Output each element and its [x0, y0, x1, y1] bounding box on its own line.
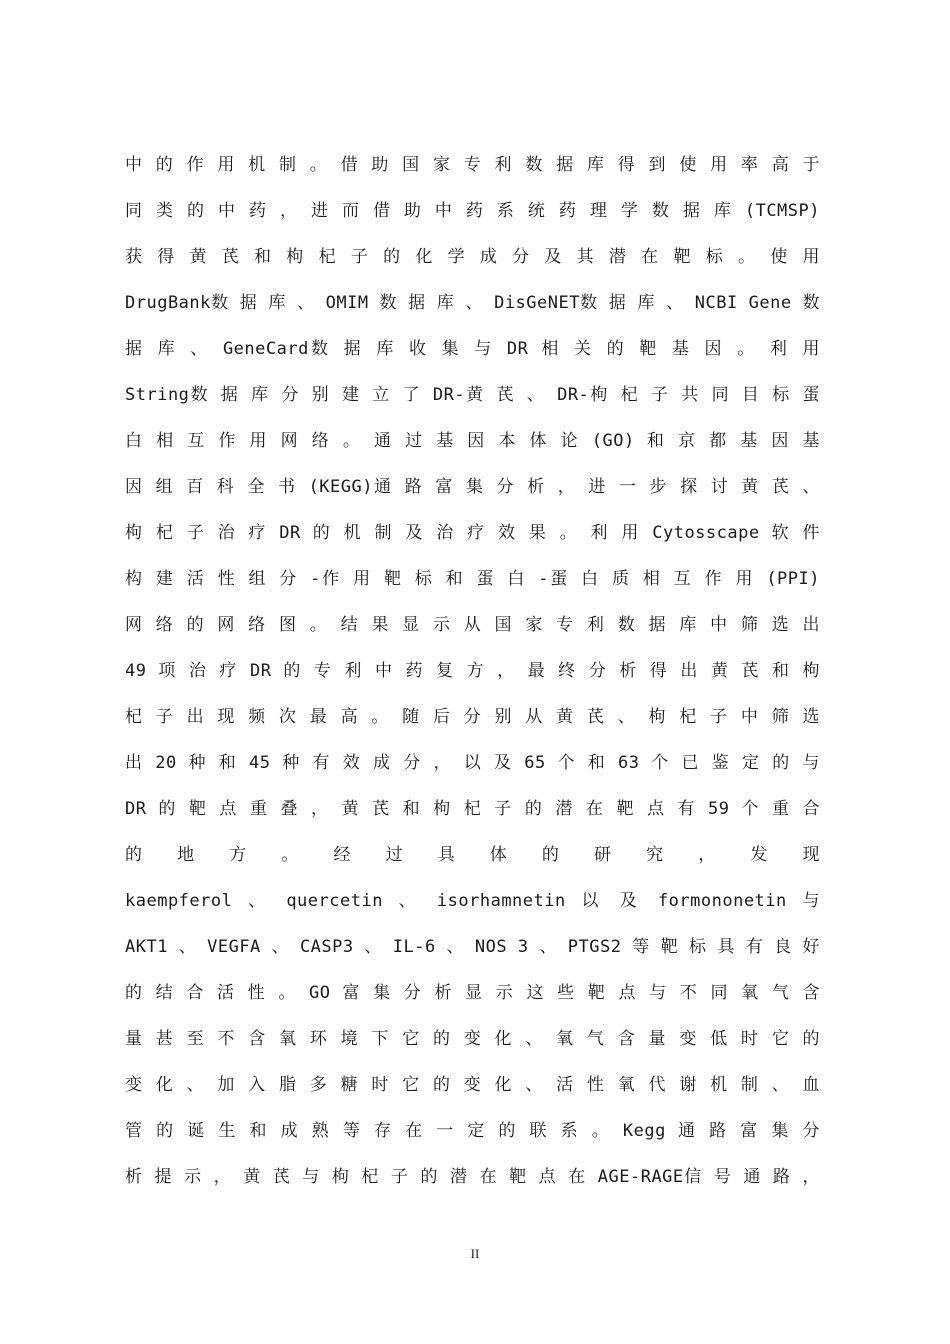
- text-line: 获 得 黄 芪 和 枸 杞 子 的 化 学 成 分 及 其 潜 在 靶 标 。 使 用: [125, 247, 820, 267]
- text-line: DR 的 靶 点 重 叠 ， 黄 芪 和 枸 杞 子 的 潜 在 靶 点 有 59 个 重 合: [125, 799, 820, 819]
- text-line: 构 建 活 性 组 分 -作 用 靶 标 和 蛋 白 -蛋 白 质 相 互 作 用 (PPI): [125, 569, 820, 589]
- text-line: AKT1 、 VEGFA 、 CASP3 、 IL-6 、 NOS 3 、 PTGS2 等 靶 标 具 有 良 好: [125, 937, 820, 957]
- text-line: 枸 杞 子 治 疗 DR 的 机 制 及 治 疗 效 果 。 利 用 Cytosscape 软 件: [125, 523, 820, 543]
- text-line: 杞 子 出 现 频 次 最 高 。 随 后 分 别 从 黄 芪 、 枸 杞 子 中 筛 选: [125, 707, 820, 727]
- text-line: 中 的 作 用 机 制 。 借 助 国 家 专 利 数 据 库 得 到 使 用 率 高 于: [125, 155, 820, 175]
- text-line: DrugBank数 据 库 、 OMIM 数 据 库 、 DisGeNET数 据 库 、 NCBI Gene 数: [125, 293, 820, 313]
- text-line: 49 项 治 疗 DR 的 专 利 中 药 复 方 ， 最 终 分 析 得 出 黄 芪 和 枸: [125, 661, 820, 681]
- text-line: String数 据 库 分 别 建 立 了 DR-黄 芪 、 DR-枸 杞 子 共 同 目 标 蛋: [125, 385, 820, 405]
- text-line: 白 相 互 作 用 网 络 。 通 过 基 因 本 体 论 (GO) 和 京 都 基 因 基: [125, 431, 820, 451]
- text-line: 出 20 种 和 45 种 有 效 成 分 ， 以 及 65 个 和 63 个 已 鉴 定 的 与: [125, 753, 820, 773]
- text-line: 同 类 的 中 药 ， 进 而 借 助 中 药 系 统 药 理 学 数 据 库 (TCMSP): [125, 201, 820, 221]
- text-line: 的 结 合 活 性 。 GO 富 集 分 析 显 示 这 些 靶 点 与 不 同 氧 气 含: [125, 983, 820, 1003]
- text-line: 网 络 的 网 络 图 。 结 果 显 示 从 国 家 专 利 数 据 库 中 筛 选 出: [125, 615, 820, 635]
- text-line: 据 库 、 GeneCard数 据 库 收 集 与 DR 相 关 的 靶 基 因 。 利 用: [125, 339, 820, 359]
- page-number: II: [470, 1246, 480, 1261]
- text-line: kaempferol 、 quercetin 、 isorhamnetin 以 及 formononetin 与: [125, 891, 820, 911]
- text-line: 因 组 百 科 全 书 (KEGG)通 路 富 集 分 析 ， 进 一 步 探 讨 黄 芪 、: [125, 477, 820, 497]
- text-line: 析 提 示 ， 黄 芪 与 枸 杞 子 的 潜 在 靶 点 在 AGE-RAGE信 号 通 路 ，: [125, 1167, 820, 1187]
- text-line: 量 甚 至 不 含 氧 环 境 下 它 的 变 化 、 氧 气 含 量 变 低 时 它 的: [125, 1029, 820, 1049]
- text-line: 管 的 诞 生 和 成 熟 等 存 在 一 定 的 联 系 。 Kegg 通 路 富 集 分: [125, 1121, 820, 1141]
- text-line: 变 化 、 加 入 脂 多 糖 时 它 的 变 化 、 活 性 氧 代 谢 机 制 、 血: [125, 1075, 820, 1095]
- text-line: 的 地 方 。 经 过 具 体 的 研 究 ， 发 现: [125, 845, 820, 865]
- body-paragraph: [125, 142, 820, 1200]
